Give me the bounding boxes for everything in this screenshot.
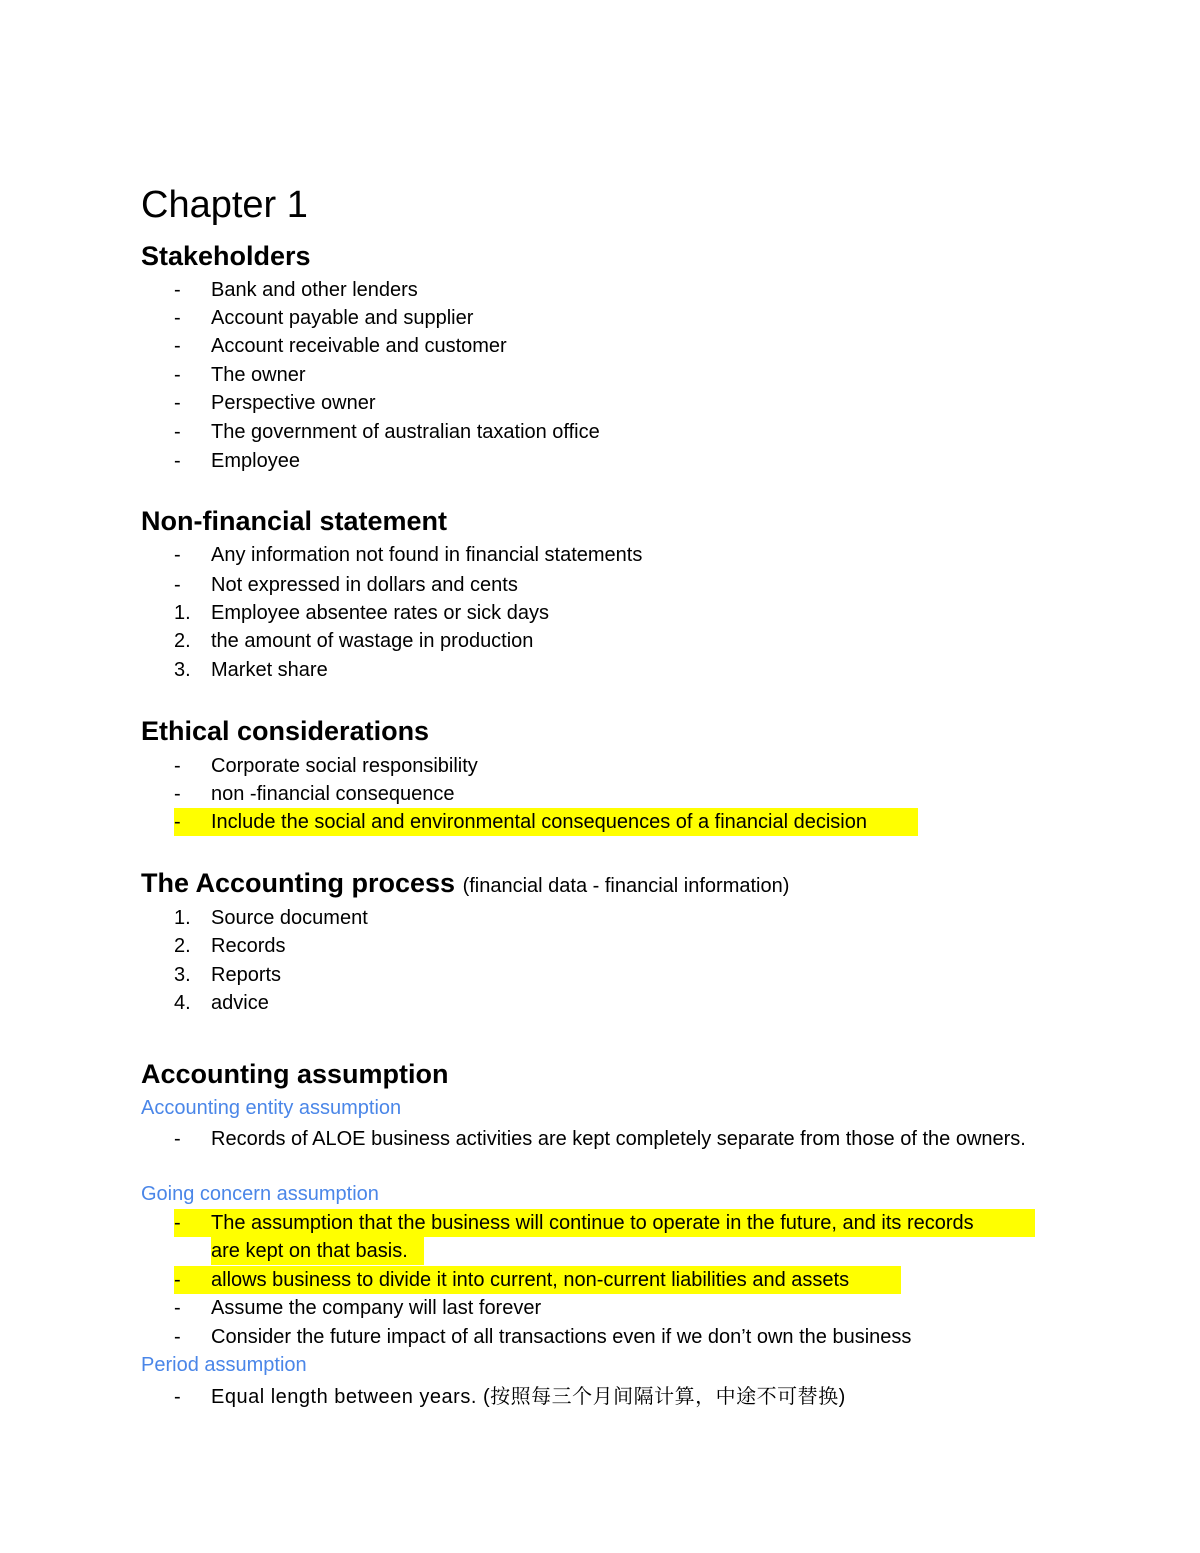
heading-accounting-process-title: The Accounting process: [141, 868, 456, 898]
list-item-text: Employee absentee rates or sick days: [211, 602, 549, 624]
list-item: [0, 780, 1200, 808]
list-item-text: Assume the company will last forever: [211, 1297, 542, 1319]
numbered-item: [0, 932, 1200, 960]
list-item-text: Source document: [211, 907, 368, 929]
list-item: [0, 389, 1200, 417]
bullet-marker: -: [174, 755, 181, 777]
list-item: [0, 447, 1200, 475]
bullet-marker: -: [174, 1212, 181, 1234]
list-item: [0, 571, 1200, 599]
list-item-text: advice: [211, 992, 269, 1014]
heading-stakeholders: Stakeholders: [141, 241, 311, 271]
numbered-item: [0, 656, 1200, 684]
list-item: [0, 541, 1200, 569]
list-item-text: Perspective owner: [211, 392, 376, 414]
number-marker: 3.: [174, 964, 191, 986]
list-item-text: Market share: [211, 659, 328, 681]
bullet-marker: -: [174, 279, 181, 301]
list-item-text: Corporate social responsibility: [211, 755, 478, 777]
list-item: [0, 1383, 1200, 1411]
heading-ethical-considerations: Ethical considerations: [141, 716, 430, 746]
list-item: [0, 276, 1200, 304]
subheading-period-assumption: Period assumption: [141, 1354, 307, 1376]
numbered-item: [0, 904, 1200, 932]
bullet-marker: -: [174, 307, 181, 329]
list-item-text: allows business to divide it into current, non-current liabilities and assets: [211, 1269, 850, 1291]
bullet-marker: -: [174, 392, 181, 414]
bullet-marker: -: [174, 1128, 181, 1150]
bullet-marker: -: [174, 364, 181, 386]
list-item: [0, 1323, 1200, 1351]
subheading-going-concern-assumption: Going concern assumption: [141, 1183, 379, 1205]
bullet-marker: -: [174, 1326, 181, 1348]
list-item-text: Not expressed in dollars and cents: [211, 574, 518, 596]
heading-non-financial-statement: Non-financial statement: [141, 506, 448, 536]
list-item-text: Consider the future impact of all transactions even if we don’t own the business: [211, 1326, 912, 1348]
bullet-marker: -: [174, 783, 181, 805]
list-item-text: The owner: [211, 364, 306, 386]
list-item-text: Account receivable and customer: [211, 335, 507, 357]
list-item: [0, 418, 1200, 446]
list-item-text: Any information not found in financial statements: [211, 544, 643, 566]
heading-note: (financial data - financial information): [462, 875, 790, 897]
number-marker: 1.: [174, 602, 191, 624]
list-item-text: Include the social and environmental consequences of a financial decision: [211, 811, 867, 833]
list-item-text: Employee: [211, 450, 300, 472]
list-item-text: Equal length between years. (按照每三个月间隔计算，中途不可替换): [211, 1386, 846, 1408]
bullet-marker: -: [174, 1386, 181, 1408]
highlighted-list-item: [0, 1266, 1200, 1294]
number-marker: 1.: [174, 907, 191, 929]
list-item: [0, 304, 1200, 332]
highlighted-list-item: [0, 1209, 1200, 1265]
list-item-text: Records of ALOE business activities are kept completely separate from those of the owners.: [211, 1128, 1026, 1150]
heading-accounting-assumption: Accounting assumption: [141, 1059, 449, 1089]
list-item-text: Records: [211, 935, 286, 957]
numbered-item: [0, 989, 1200, 1017]
list-item: [0, 1294, 1200, 1322]
bullet-marker: -: [174, 421, 181, 443]
subheading-entity-assumption: Accounting entity assumption: [141, 1097, 402, 1119]
list-item-text: Account payable and supplier: [211, 307, 474, 329]
heading-accounting-process: [141, 867, 789, 902]
numbered-item: [0, 627, 1200, 655]
bullet-marker: -: [174, 1269, 181, 1291]
list-item-text: Bank and other lenders: [211, 279, 418, 301]
bullet-marker: -: [174, 1297, 181, 1319]
list-item-text: The government of australian taxation office: [211, 421, 600, 443]
number-marker: 2.: [174, 935, 191, 957]
list-item-text: The assumption that the business will continue to operate in the future, and its records: [211, 1212, 974, 1234]
numbered-item: [0, 961, 1200, 989]
number-marker: 4.: [174, 992, 191, 1014]
number-marker: 2.: [174, 630, 191, 652]
bullet-marker: -: [174, 811, 181, 833]
list-item-text: the amount of wastage in production: [211, 630, 534, 652]
bullet-marker: -: [174, 335, 181, 357]
list-item: [0, 332, 1200, 360]
list-item-text: Reports: [211, 964, 282, 986]
list-item: [0, 361, 1200, 389]
list-item: [0, 752, 1200, 780]
page-title: Chapter 1: [141, 184, 308, 226]
list-item-text: non -financial consequence: [211, 783, 455, 805]
bullet-marker: -: [174, 574, 181, 596]
bullet-marker: -: [174, 544, 181, 566]
numbered-item: [0, 599, 1200, 627]
list-item-text-continued: are kept on that basis.: [211, 1240, 408, 1262]
list-item: [0, 1125, 1200, 1181]
bullet-marker: -: [174, 450, 181, 472]
highlighted-list-item: [0, 808, 1200, 836]
number-marker: 3.: [174, 659, 191, 681]
